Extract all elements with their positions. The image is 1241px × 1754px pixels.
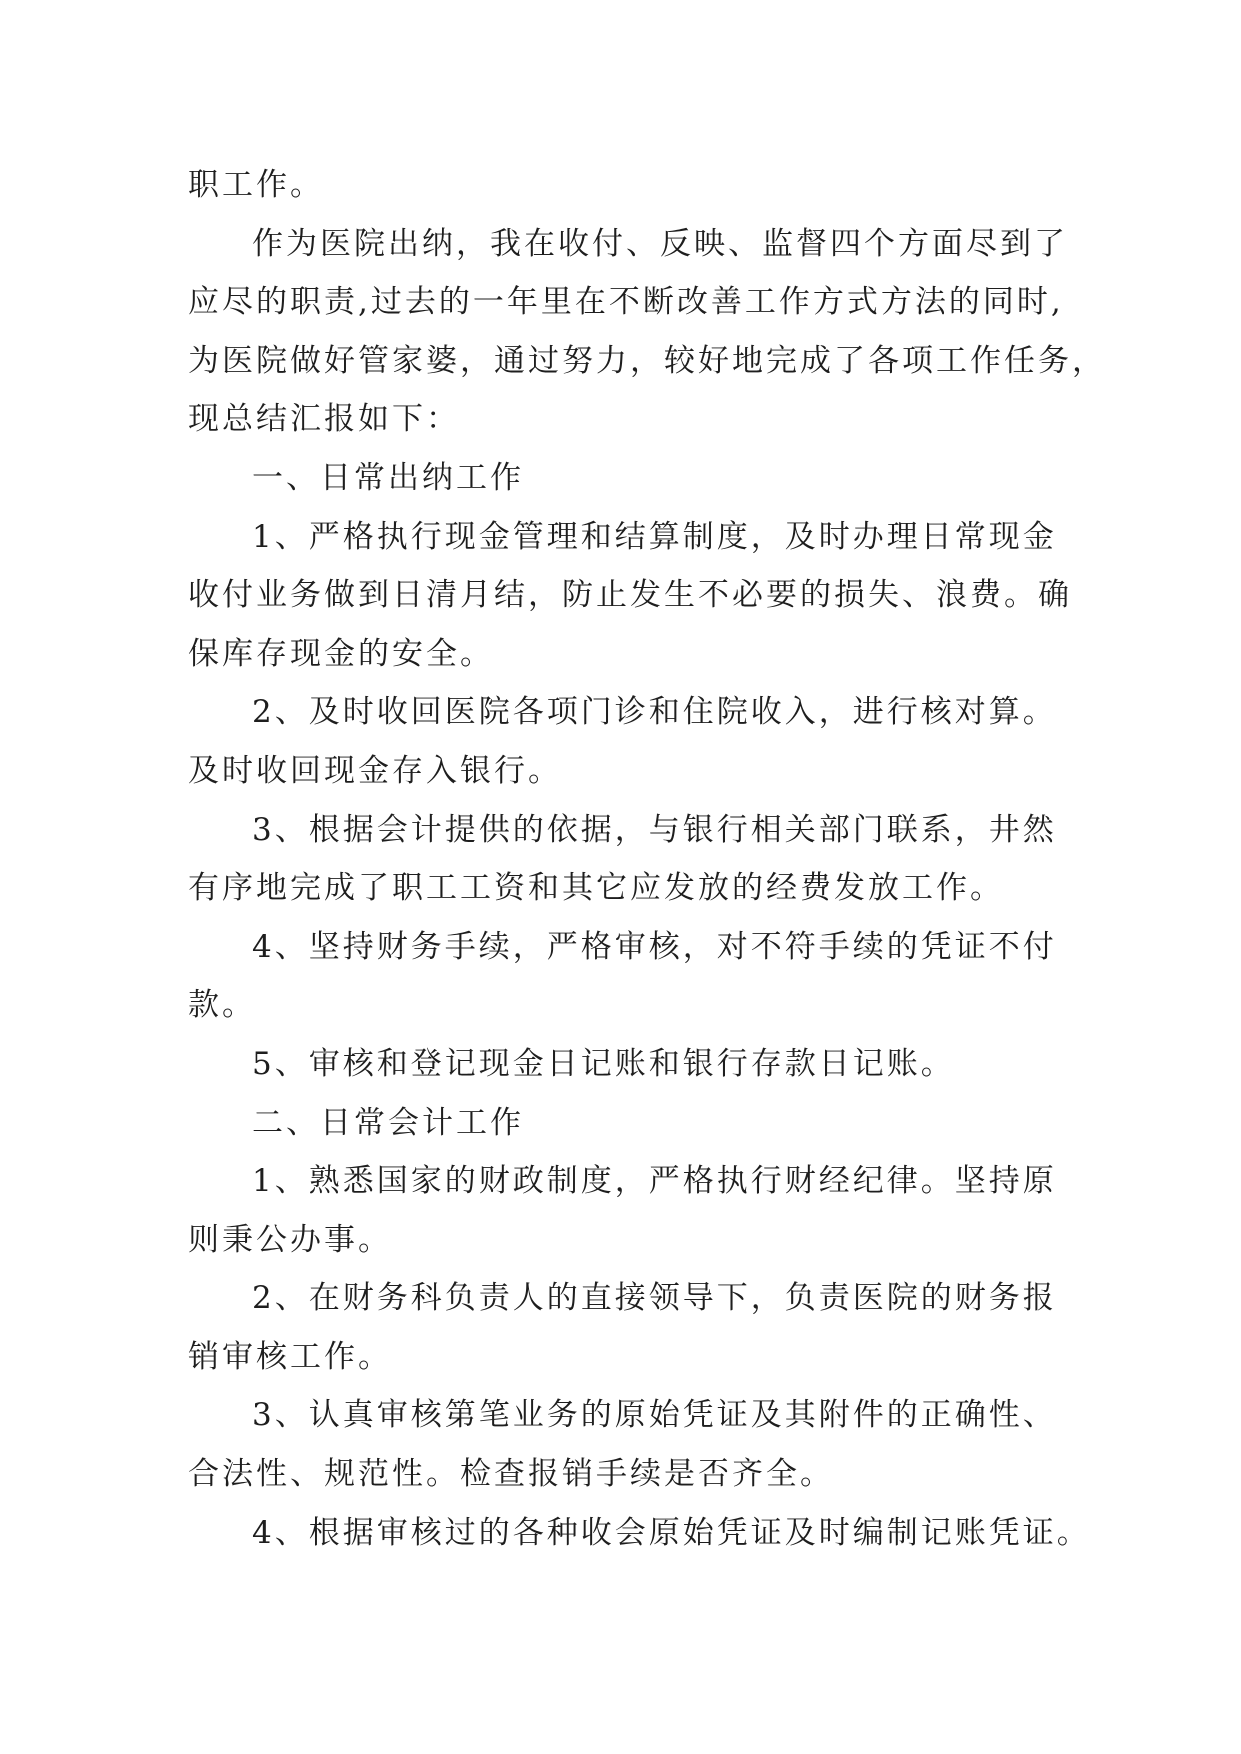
text-line: 合法性、规范性。检查报销手续是否齐全。 xyxy=(188,1456,834,1493)
text-line: 2、及时收回医院各项门诊和住院收入，进行核对算。 xyxy=(252,694,1057,731)
text-line: 现总结汇报如下： xyxy=(188,401,460,438)
text-line: 销审核工作。 xyxy=(188,1338,392,1375)
text-line: 保库存现金的安全。 xyxy=(188,635,494,672)
text-line: 款。 xyxy=(188,987,256,1024)
text-line: 有序地完成了职工工资和其它应发放的经费发放工作。 xyxy=(188,870,1004,907)
text-line: 2、在财务科负责人的直接领导下，负责医院的财务报 xyxy=(252,1280,1057,1317)
text-line: 及时收回现金存入银行。 xyxy=(188,752,562,789)
text-line: 4、根据审核过的各种收会原始凭证及时编制记账凭证。 xyxy=(252,1514,1091,1551)
text-line: 3、认真审核第笔业务的原始凭证及其附件的正确性、 xyxy=(252,1397,1057,1434)
text-line: 一、日常出纳工作 xyxy=(252,459,524,496)
text-line: 职工作。 xyxy=(188,167,324,203)
text-line: 3、根据会计提供的依据，与银行相关部门联系，井然 xyxy=(252,811,1057,848)
text-line: 4、坚持财务手续，严格审核，对不符手续的凭证不付 xyxy=(252,928,1057,965)
text-line: 则秉公办事。 xyxy=(188,1221,392,1258)
text-line: 收付业务做到日清月结，防止发生不必要的损失、浪费。确 xyxy=(188,577,1072,614)
text-line: 为医院做好管家婆，通过努力，较好地完成了各项工作任务， xyxy=(188,342,1106,379)
text-line: 1、熟悉国家的财政制度，严格执行财经纪律。坚持原 xyxy=(252,1163,1057,1200)
text-line: 5、审核和登记现金日记账和银行存款日记账。 xyxy=(252,1045,955,1082)
text-line: 1、严格执行现金管理和结算制度，及时办理日常现金 xyxy=(252,518,1057,555)
document-body xyxy=(188,156,1106,1562)
text-line: 二、日常会计工作 xyxy=(252,1104,524,1141)
text-line: 作为医院出纳，我在收付、反映、监督四个方面尽到了 xyxy=(252,225,1068,262)
text-line: 应尽的职责,过去的一年里在不断改善工作方式方法的同时, xyxy=(188,284,1064,321)
